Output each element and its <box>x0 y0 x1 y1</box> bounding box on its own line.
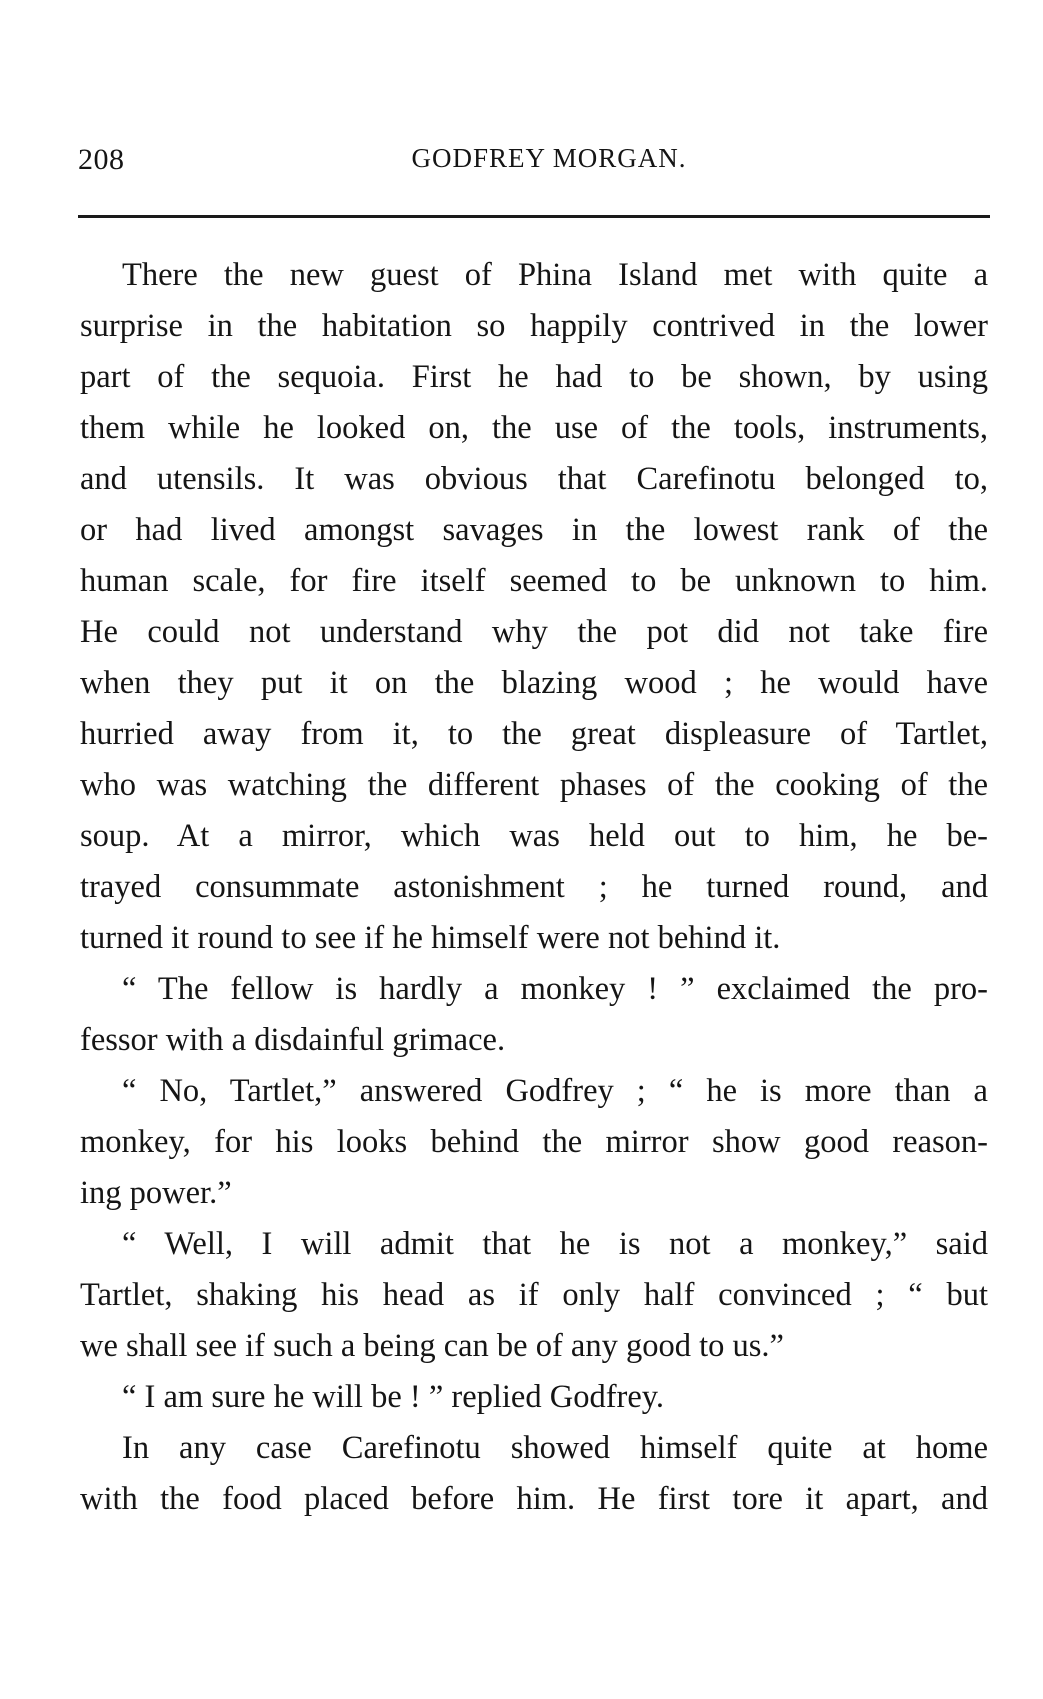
text-line: “ The fellow is hardly a monkey ! ” exclaimed the pro- <box>122 971 988 1007</box>
text-line: when they put it on the blazing wood ; he would have <box>80 665 988 701</box>
text-line: There the new guest of Phina Island met with quite a <box>122 257 988 293</box>
text-line: surprise in the habitation so happily contrived in the lower <box>80 308 988 344</box>
text-line: them while he looked on, the use of the tools, instruments, <box>80 410 988 446</box>
header-rule <box>78 215 990 218</box>
text-line: human scale, for fire itself seemed to be unknown to him. <box>80 563 988 599</box>
text-line: fessor with a disdainful grimace. <box>80 1022 506 1058</box>
text-line: or had lived amongst savages in the lowest rank of the <box>80 512 988 548</box>
running-head <box>78 143 990 183</box>
text-line: “ Well, I will admit that he is not a monkey,” said <box>122 1226 988 1262</box>
text-line: ing power.” <box>80 1175 232 1211</box>
text-line: we shall see if such a being can be of any good to us.” <box>80 1328 784 1364</box>
text-line: who was watching the different phases of the cooking of the <box>80 767 988 803</box>
text-line: with the food placed before him. He first tore it apart, and <box>80 1481 988 1517</box>
text-line: Tartlet, shaking his head as if only half convinced ; “ but <box>80 1277 988 1313</box>
text-line: In any case Carefinotu showed himself quite at home <box>122 1430 988 1466</box>
text-line: turned it round to see if he himself were not behind it. <box>80 920 781 956</box>
text-line: monkey, for his looks behind the mirror show good reason- <box>80 1124 988 1160</box>
text-line: “ I am sure he will be ! ” replied Godfrey. <box>122 1379 665 1415</box>
text-line: “ No, Tartlet,” answered Godfrey ; “ he is more than a <box>122 1073 988 1109</box>
text-line: soup. At a mirror, which was held out to him, he be- <box>80 818 988 854</box>
running-title: GODFREY MORGAN. <box>411 143 687 173</box>
page-number: 208 <box>78 143 125 176</box>
body-text <box>80 250 988 1525</box>
text-line: and utensils. It was obvious that Carefinotu belonged to, <box>80 461 988 497</box>
text-line: part of the sequoia. First he had to be shown, by using <box>80 359 988 395</box>
text-line: trayed consummate astonishment ; he turned round, and <box>80 869 988 905</box>
text-line: He could not understand why the pot did not take fire <box>80 614 988 650</box>
text-line: hurried away from it, to the great displeasure of Tartlet, <box>80 716 988 752</box>
